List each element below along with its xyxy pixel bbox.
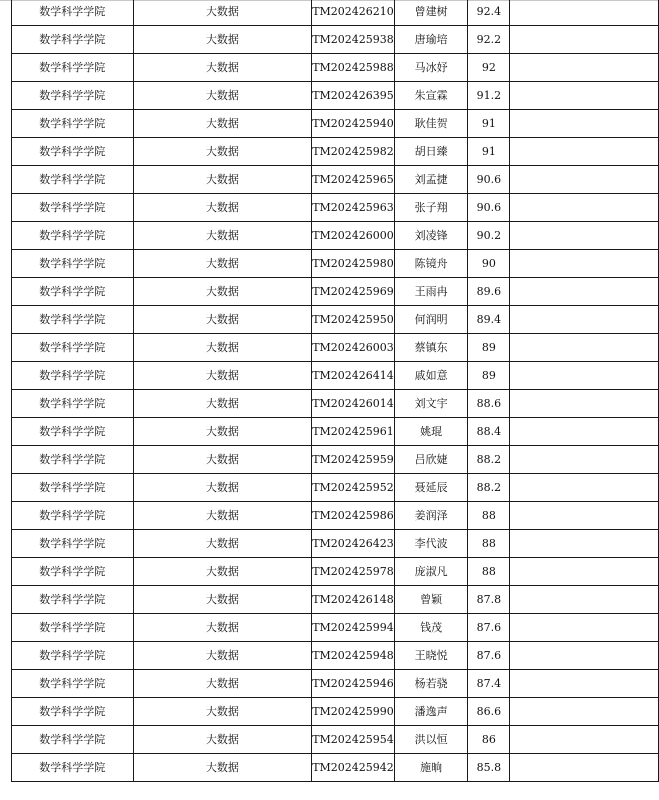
college-cell: 数学科学学院 bbox=[12, 418, 134, 446]
score-cell: 91 bbox=[468, 110, 510, 138]
major-cell: 大数据 bbox=[133, 362, 312, 390]
note-cell bbox=[510, 0, 659, 26]
score-cell: 89 bbox=[468, 362, 510, 390]
student-name-cell: 胡日臻 bbox=[394, 138, 468, 166]
score-cell: 90 bbox=[468, 250, 510, 278]
note-cell bbox=[510, 614, 659, 642]
table-row bbox=[12, 698, 659, 726]
score-cell: 88.6 bbox=[468, 390, 510, 418]
major-cell: 大数据 bbox=[133, 26, 312, 54]
college-cell: 数学科学学院 bbox=[12, 362, 134, 390]
score-cell: 92.2 bbox=[468, 26, 510, 54]
student-id-cell: TM202425959 bbox=[312, 446, 395, 474]
table-row bbox=[12, 474, 659, 502]
college-cell: 数学科学学院 bbox=[12, 726, 134, 754]
college-cell: 数学科学学院 bbox=[12, 558, 134, 586]
major-cell: 大数据 bbox=[133, 754, 312, 782]
note-cell bbox=[510, 26, 659, 54]
score-cell: 90.6 bbox=[468, 194, 510, 222]
college-cell: 数学科学学院 bbox=[12, 670, 134, 698]
student-name-cell: 曾颖 bbox=[394, 586, 468, 614]
student-name-cell: 耿佳贺 bbox=[394, 110, 468, 138]
score-cell: 89 bbox=[468, 334, 510, 362]
score-cell: 92.4 bbox=[468, 0, 510, 26]
student-id-cell: TM202426395 bbox=[312, 82, 395, 110]
table-body bbox=[12, 0, 659, 782]
student-id-cell: TM202425969 bbox=[312, 278, 395, 306]
student-name-cell: 刘文宇 bbox=[394, 390, 468, 418]
note-cell bbox=[510, 54, 659, 82]
major-cell: 大数据 bbox=[133, 614, 312, 642]
score-cell: 89.4 bbox=[468, 306, 510, 334]
major-cell: 大数据 bbox=[133, 138, 312, 166]
student-name-cell: 钱茂 bbox=[394, 614, 468, 642]
major-cell: 大数据 bbox=[133, 530, 312, 558]
score-cell: 88 bbox=[468, 558, 510, 586]
student-score-table bbox=[11, 0, 659, 782]
student-name-cell: 蔡镇东 bbox=[394, 334, 468, 362]
table-row bbox=[12, 82, 659, 110]
table-row bbox=[12, 754, 659, 782]
college-cell: 数学科学学院 bbox=[12, 110, 134, 138]
note-cell bbox=[510, 726, 659, 754]
student-name-cell: 姚琨 bbox=[394, 418, 468, 446]
score-cell: 85.8 bbox=[468, 754, 510, 782]
table-row bbox=[12, 306, 659, 334]
student-id-cell: TM202425994 bbox=[312, 614, 395, 642]
student-id-cell: TM202426210 bbox=[312, 0, 395, 26]
college-cell: 数学科学学院 bbox=[12, 250, 134, 278]
note-cell bbox=[510, 362, 659, 390]
college-cell: 数学科学学院 bbox=[12, 26, 134, 54]
student-name-cell: 曾建树 bbox=[394, 0, 468, 26]
major-cell: 大数据 bbox=[133, 698, 312, 726]
student-name-cell: 洪以恒 bbox=[394, 726, 468, 754]
note-cell bbox=[510, 670, 659, 698]
table-row bbox=[12, 0, 659, 26]
student-name-cell: 何润明 bbox=[394, 306, 468, 334]
table-row bbox=[12, 446, 659, 474]
college-cell: 数学科学学院 bbox=[12, 82, 134, 110]
score-cell: 90.6 bbox=[468, 166, 510, 194]
note-cell bbox=[510, 586, 659, 614]
note-cell bbox=[510, 558, 659, 586]
table-row bbox=[12, 614, 659, 642]
note-cell bbox=[510, 110, 659, 138]
table-row bbox=[12, 138, 659, 166]
student-id-cell: TM202425986 bbox=[312, 502, 395, 530]
table-row bbox=[12, 250, 659, 278]
student-name-cell: 吕欣婕 bbox=[394, 446, 468, 474]
score-cell: 91.2 bbox=[468, 82, 510, 110]
student-name-cell: 戚如意 bbox=[394, 362, 468, 390]
student-name-cell: 朱宣霖 bbox=[394, 82, 468, 110]
student-id-cell: TM202425988 bbox=[312, 54, 395, 82]
major-cell: 大数据 bbox=[133, 334, 312, 362]
note-cell bbox=[510, 418, 659, 446]
major-cell: 大数据 bbox=[133, 278, 312, 306]
student-id-cell: TM202425978 bbox=[312, 558, 395, 586]
student-id-cell: TM202425940 bbox=[312, 110, 395, 138]
major-cell: 大数据 bbox=[133, 586, 312, 614]
student-id-cell: TM202425963 bbox=[312, 194, 395, 222]
table-row bbox=[12, 26, 659, 54]
student-name-cell: 王雨冉 bbox=[394, 278, 468, 306]
note-cell bbox=[510, 194, 659, 222]
major-cell: 大数据 bbox=[133, 726, 312, 754]
student-name-cell: 陈镜舟 bbox=[394, 250, 468, 278]
student-id-cell: TM202426423 bbox=[312, 530, 395, 558]
major-cell: 大数据 bbox=[133, 502, 312, 530]
table-row bbox=[12, 110, 659, 138]
student-id-cell: TM202425938 bbox=[312, 26, 395, 54]
college-cell: 数学科学学院 bbox=[12, 614, 134, 642]
major-cell: 大数据 bbox=[133, 390, 312, 418]
student-name-cell: 王晓悦 bbox=[394, 642, 468, 670]
table-row bbox=[12, 362, 659, 390]
major-cell: 大数据 bbox=[133, 306, 312, 334]
note-cell bbox=[510, 278, 659, 306]
major-cell: 大数据 bbox=[133, 110, 312, 138]
score-cell: 87.6 bbox=[468, 614, 510, 642]
score-cell: 88.4 bbox=[468, 418, 510, 446]
student-name-cell: 张子翔 bbox=[394, 194, 468, 222]
note-cell bbox=[510, 306, 659, 334]
score-cell: 88.2 bbox=[468, 474, 510, 502]
student-id-cell: TM202425954 bbox=[312, 726, 395, 754]
student-name-cell: 杨若骁 bbox=[394, 670, 468, 698]
student-id-cell: TM202425942 bbox=[312, 754, 395, 782]
table-row bbox=[12, 586, 659, 614]
major-cell: 大数据 bbox=[133, 82, 312, 110]
score-cell: 86.6 bbox=[468, 698, 510, 726]
college-cell: 数学科学学院 bbox=[12, 754, 134, 782]
college-cell: 数学科学学院 bbox=[12, 306, 134, 334]
college-cell: 数学科学学院 bbox=[12, 502, 134, 530]
college-cell: 数学科学学院 bbox=[12, 390, 134, 418]
major-cell: 大数据 bbox=[133, 250, 312, 278]
major-cell: 大数据 bbox=[133, 642, 312, 670]
student-name-cell: 庞淑凡 bbox=[394, 558, 468, 586]
major-cell: 大数据 bbox=[133, 446, 312, 474]
college-cell: 数学科学学院 bbox=[12, 0, 134, 26]
major-cell: 大数据 bbox=[133, 670, 312, 698]
student-id-cell: TM202425948 bbox=[312, 642, 395, 670]
major-cell: 大数据 bbox=[133, 0, 312, 26]
score-cell: 87.8 bbox=[468, 586, 510, 614]
college-cell: 数学科学学院 bbox=[12, 278, 134, 306]
table-row bbox=[12, 502, 659, 530]
college-cell: 数学科学学院 bbox=[12, 194, 134, 222]
note-cell bbox=[510, 390, 659, 418]
college-cell: 数学科学学院 bbox=[12, 446, 134, 474]
score-cell: 88.2 bbox=[468, 446, 510, 474]
table-row bbox=[12, 670, 659, 698]
major-cell: 大数据 bbox=[133, 558, 312, 586]
note-cell bbox=[510, 166, 659, 194]
note-cell bbox=[510, 138, 659, 166]
major-cell: 大数据 bbox=[133, 166, 312, 194]
note-cell bbox=[510, 222, 659, 250]
major-cell: 大数据 bbox=[133, 222, 312, 250]
student-name-cell: 李代波 bbox=[394, 530, 468, 558]
student-id-cell: TM202425961 bbox=[312, 418, 395, 446]
score-cell: 86 bbox=[468, 726, 510, 754]
student-id-cell: TM202426148 bbox=[312, 586, 395, 614]
college-cell: 数学科学学院 bbox=[12, 586, 134, 614]
college-cell: 数学科学学院 bbox=[12, 222, 134, 250]
note-cell bbox=[510, 642, 659, 670]
note-cell bbox=[510, 474, 659, 502]
note-cell bbox=[510, 698, 659, 726]
table-row bbox=[12, 222, 659, 250]
score-cell: 92 bbox=[468, 54, 510, 82]
major-cell: 大数据 bbox=[133, 54, 312, 82]
table-row bbox=[12, 558, 659, 586]
student-name-cell: 马冰妤 bbox=[394, 54, 468, 82]
score-cell: 91 bbox=[468, 138, 510, 166]
score-cell: 87.4 bbox=[468, 670, 510, 698]
major-cell: 大数据 bbox=[133, 418, 312, 446]
student-id-cell: TM202426414 bbox=[312, 362, 395, 390]
college-cell: 数学科学学院 bbox=[12, 530, 134, 558]
student-name-cell: 刘孟捷 bbox=[394, 166, 468, 194]
student-name-cell: 唐瑜培 bbox=[394, 26, 468, 54]
student-id-cell: TM202425990 bbox=[312, 698, 395, 726]
student-id-cell: TM202425950 bbox=[312, 306, 395, 334]
note-cell bbox=[510, 530, 659, 558]
college-cell: 数学科学学院 bbox=[12, 698, 134, 726]
major-cell: 大数据 bbox=[133, 474, 312, 502]
college-cell: 数学科学学院 bbox=[12, 138, 134, 166]
score-cell: 87.6 bbox=[468, 642, 510, 670]
student-id-cell: TM202426014 bbox=[312, 390, 395, 418]
table-row bbox=[12, 530, 659, 558]
college-cell: 数学科学学院 bbox=[12, 474, 134, 502]
table-row bbox=[12, 166, 659, 194]
college-cell: 数学科学学院 bbox=[12, 642, 134, 670]
table-row bbox=[12, 418, 659, 446]
table-row bbox=[12, 334, 659, 362]
table-row bbox=[12, 726, 659, 754]
score-cell: 89.6 bbox=[468, 278, 510, 306]
college-cell: 数学科学学院 bbox=[12, 334, 134, 362]
table-row bbox=[12, 54, 659, 82]
student-id-cell: TM202425965 bbox=[312, 166, 395, 194]
note-cell bbox=[510, 334, 659, 362]
table-row bbox=[12, 390, 659, 418]
score-cell: 88 bbox=[468, 502, 510, 530]
score-cell: 88 bbox=[468, 530, 510, 558]
student-name-cell: 刘凌锋 bbox=[394, 222, 468, 250]
student-id-cell: TM202425952 bbox=[312, 474, 395, 502]
note-cell bbox=[510, 446, 659, 474]
note-cell bbox=[510, 754, 659, 782]
note-cell bbox=[510, 82, 659, 110]
note-cell bbox=[510, 502, 659, 530]
student-name-cell: 潘逸声 bbox=[394, 698, 468, 726]
note-cell bbox=[510, 250, 659, 278]
table-row bbox=[12, 278, 659, 306]
student-id-cell: TM202426000 bbox=[312, 222, 395, 250]
table-row bbox=[12, 194, 659, 222]
student-name-cell: 聂延辰 bbox=[394, 474, 468, 502]
major-cell: 大数据 bbox=[133, 194, 312, 222]
student-id-cell: TM202426003 bbox=[312, 334, 395, 362]
table-row bbox=[12, 642, 659, 670]
student-id-cell: TM202425982 bbox=[312, 138, 395, 166]
score-cell: 90.2 bbox=[468, 222, 510, 250]
college-cell: 数学科学学院 bbox=[12, 54, 134, 82]
student-id-cell: TM202425980 bbox=[312, 250, 395, 278]
student-name-cell: 施晌 bbox=[394, 754, 468, 782]
college-cell: 数学科学学院 bbox=[12, 166, 134, 194]
student-name-cell: 姜润泽 bbox=[394, 502, 468, 530]
student-id-cell: TM202425946 bbox=[312, 670, 395, 698]
